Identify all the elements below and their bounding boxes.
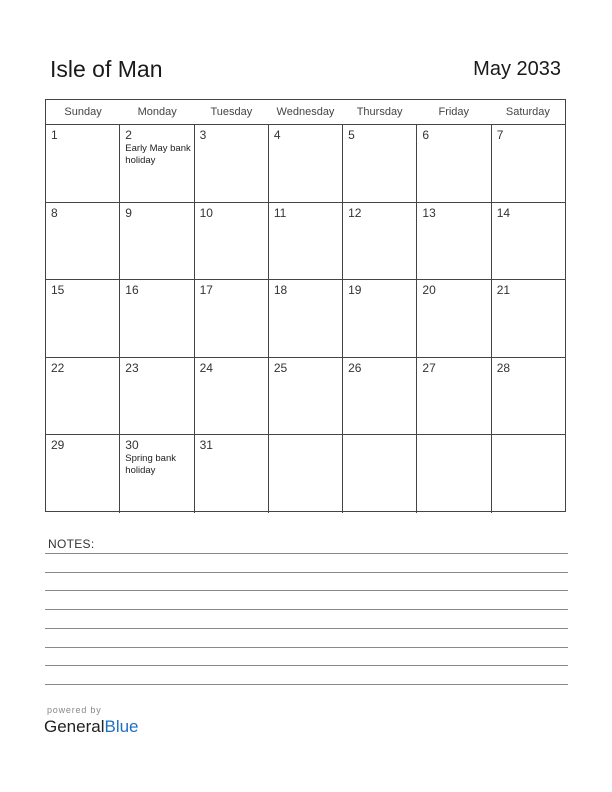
day-number: 3 bbox=[199, 128, 207, 142]
day-number: 19 bbox=[348, 283, 362, 297]
day-number: 11 bbox=[273, 205, 287, 220]
week-row-3 bbox=[46, 280, 565, 358]
day-cell bbox=[417, 280, 491, 357]
day-number: 12 bbox=[348, 205, 362, 220]
day-cell-empty bbox=[492, 435, 565, 513]
day-cell bbox=[195, 435, 269, 513]
day-cell bbox=[492, 203, 565, 280]
day-cell bbox=[269, 280, 343, 357]
note-line bbox=[45, 647, 568, 648]
day-cell bbox=[492, 358, 565, 435]
day-number: 14 bbox=[496, 205, 511, 220]
day-cell bbox=[46, 358, 120, 435]
day-cell-empty bbox=[417, 435, 491, 513]
day-number: 27 bbox=[422, 360, 436, 375]
day-number: 28 bbox=[496, 360, 511, 375]
weekday-sunday: Sunday bbox=[64, 106, 102, 118]
day-number: 15 bbox=[51, 283, 65, 297]
day-number: 2 bbox=[125, 128, 132, 142]
day-number: 17 bbox=[199, 283, 213, 297]
brand-blue: Blue bbox=[104, 717, 139, 736]
day-number: 4 bbox=[273, 128, 281, 142]
note-line bbox=[45, 665, 568, 666]
day-number: 26 bbox=[348, 360, 362, 375]
day-cell bbox=[269, 203, 343, 280]
note-line bbox=[45, 609, 568, 610]
day-number: 1 bbox=[51, 128, 58, 142]
day-cell bbox=[343, 125, 417, 202]
day-number: 5 bbox=[348, 128, 355, 142]
week-row-5 bbox=[46, 435, 565, 513]
weekday-saturday: Saturday bbox=[505, 106, 550, 118]
weekday-header-row bbox=[46, 100, 565, 125]
day-cell bbox=[492, 125, 565, 202]
weekday-thursday: Thursday bbox=[356, 106, 403, 118]
notes-label: NOTES: bbox=[48, 537, 95, 551]
day-number: 8 bbox=[51, 205, 58, 220]
day-number: 9 bbox=[125, 205, 132, 220]
day-number: 6 bbox=[422, 128, 430, 142]
day-cell bbox=[195, 203, 269, 280]
day-number: 23 bbox=[125, 360, 139, 375]
weekday-tuesday: Tuesday bbox=[210, 106, 253, 118]
day-number: 10 bbox=[199, 205, 213, 220]
day-cell bbox=[269, 125, 343, 202]
day-cell bbox=[269, 358, 343, 435]
day-cell bbox=[343, 280, 417, 357]
day-cell bbox=[120, 358, 194, 435]
day-cell bbox=[46, 435, 120, 513]
note-line bbox=[45, 553, 568, 554]
country-title: Isle of Man bbox=[50, 56, 163, 82]
day-cell bbox=[195, 358, 269, 435]
day-cell bbox=[343, 203, 417, 280]
weekday-monday: Monday bbox=[137, 106, 177, 118]
weekday-friday: Friday bbox=[438, 106, 470, 118]
brand-general: General bbox=[44, 717, 105, 736]
weekday-wednesday: Wednesday bbox=[276, 106, 335, 118]
day-cell bbox=[417, 358, 491, 435]
note-line bbox=[45, 628, 568, 629]
day-number: 22 bbox=[51, 360, 65, 375]
day-cell-empty bbox=[343, 435, 417, 513]
day-number: 16 bbox=[125, 283, 139, 297]
day-cell bbox=[120, 125, 194, 202]
day-cell bbox=[120, 280, 194, 357]
day-number: 7 bbox=[496, 128, 504, 142]
week-row-4 bbox=[46, 358, 565, 436]
day-cell bbox=[46, 280, 120, 357]
day-cell bbox=[492, 280, 565, 357]
week-row-1 bbox=[46, 125, 565, 203]
powered-by-text: powered by bbox=[47, 705, 102, 715]
day-cell bbox=[417, 203, 491, 280]
day-number: 21 bbox=[496, 283, 511, 297]
day-cell bbox=[120, 435, 194, 513]
day-number: 30 bbox=[125, 438, 139, 452]
day-number: 31 bbox=[199, 438, 213, 452]
week-row-2 bbox=[46, 203, 565, 281]
day-number: 20 bbox=[422, 283, 436, 297]
day-cell bbox=[46, 203, 120, 280]
note-line bbox=[45, 590, 568, 591]
holiday-label: Early May bank holiday bbox=[125, 143, 191, 166]
note-line bbox=[45, 684, 568, 685]
day-cell bbox=[417, 125, 491, 202]
calendar-grid bbox=[45, 99, 566, 512]
day-cell-empty bbox=[269, 435, 343, 513]
day-cell bbox=[195, 280, 269, 357]
day-cell bbox=[343, 358, 417, 435]
day-number: 24 bbox=[199, 360, 213, 375]
holiday-label: Spring bank holiday bbox=[125, 453, 176, 476]
month-year-title: May 2033 bbox=[473, 58, 561, 80]
day-cell bbox=[120, 203, 194, 280]
day-cell bbox=[46, 125, 120, 202]
day-number: 13 bbox=[422, 205, 436, 220]
note-line bbox=[45, 572, 568, 573]
day-cell bbox=[195, 125, 269, 202]
day-number: 29 bbox=[51, 438, 65, 452]
day-number: 25 bbox=[273, 360, 288, 375]
day-number: 18 bbox=[273, 283, 288, 297]
generalblue-logo bbox=[44, 717, 139, 737]
